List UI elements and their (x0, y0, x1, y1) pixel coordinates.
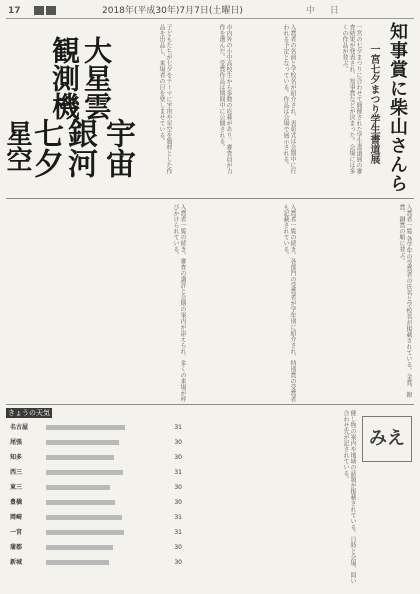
weather-row-bar (46, 545, 113, 550)
article-body-4: 子どもたちが七夕をテーマに宇宙や星空を題材とした作品を出品し、来場者の目を楽しませている。 (158, 24, 172, 174)
weather-row-label: 一宮 (10, 529, 23, 536)
weather-row (6, 469, 186, 476)
weather-row-bar (46, 530, 124, 535)
weather-row-label: 蒲郡 (10, 544, 23, 551)
weather-row-bar (46, 500, 115, 505)
weather-row-bar (46, 470, 123, 475)
weather-row-bar (46, 455, 114, 460)
feature-headline-5: 七夕 (28, 118, 63, 178)
weather-row-label: 名古屋 (10, 424, 29, 431)
weather-row-bar (46, 485, 110, 490)
weather-row-value: 31 (174, 469, 182, 476)
weather-title: きょうの天気 (8, 409, 50, 417)
weather-row (6, 454, 186, 461)
weather-box (6, 408, 186, 588)
weather-row-value: 30 (174, 484, 182, 491)
weather-row-value: 30 (174, 544, 182, 551)
weather-row-value: 30 (174, 559, 182, 566)
weather-row-bar (46, 560, 109, 565)
weather-row-label: 尾張 (10, 439, 23, 446)
article-body-1: 一宮の七夕まつりに合わせて開催された学生書道展の審査結果が発表され、知事賞などが決まった。会場には多くの作品が並ぶ。 (341, 24, 362, 174)
article-subheadline: 一宮七夕まつり学生書道展 (368, 44, 379, 164)
section-divider (6, 198, 414, 199)
weather-row-label: 知多 (10, 454, 23, 461)
section-tag: みえ (362, 416, 412, 462)
weather-row-value: 30 (174, 439, 182, 446)
weather-row (6, 424, 186, 431)
weather-row-label: 岡崎 (10, 514, 23, 521)
weather-row (6, 544, 186, 551)
weather-row (6, 484, 186, 491)
weather-row (6, 514, 186, 521)
page-header (6, 4, 414, 19)
date-line: 2018年(平成30年)7月7日(土曜日) (102, 6, 243, 16)
list-body-1: 入賞者一覧 各学年の受賞者の氏名と学校名が掲載されている。金賞、銀賞、銅賞の順に並ぶ。 (398, 204, 412, 398)
header-box-2 (46, 6, 56, 15)
article-body-2: 入賞者の名前と学校名が紹介され、表彰式は会期中に行われる予定となっている。作品は会場で展示される。 (282, 24, 296, 174)
section-divider-2 (6, 404, 414, 405)
weather-row-value: 31 (174, 514, 182, 521)
weather-row (6, 499, 186, 506)
feature-headline-2: 観測機 (48, 36, 81, 120)
feature-headline-4: 銀河 (62, 118, 97, 178)
weather-row-label: 西三 (10, 469, 23, 476)
weather-row-bar (46, 515, 122, 520)
weather-row-bar (46, 425, 125, 430)
list-body-2: 入賞者一覧の続き。各部門の受賞者が学年別に紹介され、特別賞の受賞者も記載されている。 (282, 204, 296, 402)
weather-row-value: 30 (174, 499, 182, 506)
paper-name: 中 日 (306, 6, 345, 16)
header-box-1 (34, 6, 44, 15)
weather-row (6, 439, 186, 446)
page-number: 17 (8, 6, 21, 16)
article-headline: 知事賞に柴山さんら (387, 22, 408, 193)
weather-row-label: 新城 (10, 559, 23, 566)
weather-row (6, 529, 186, 536)
weather-row (6, 559, 186, 566)
weather-row-value: 31 (174, 529, 182, 536)
weather-row-value: 30 (174, 454, 182, 461)
feature-headline-1: 大星雲 (80, 36, 113, 120)
weather-row-label: 東三 (10, 484, 23, 491)
list-body-3: 入賞者一覧の続き。審査の講評と会期の案内が添えられ、多くの来場が呼びかけられている。 (172, 204, 186, 402)
article-body-3: 市内外の小中高校生から多数の応募があり、審査員が力作を選んだ。受賞作品は期間中に公開される。 (218, 24, 232, 174)
weather-row-value: 31 (174, 424, 182, 431)
feature-headline-3: 宇宙 (100, 118, 135, 178)
notice-body: 催し物の案内や地域の話題が掲載されている。日時と会場、問い合わせ先が記されている。 (342, 410, 356, 584)
feature-headline-6: 星空 (2, 120, 32, 172)
weather-row-bar (46, 440, 119, 445)
weather-row-label: 豊橋 (10, 499, 23, 506)
